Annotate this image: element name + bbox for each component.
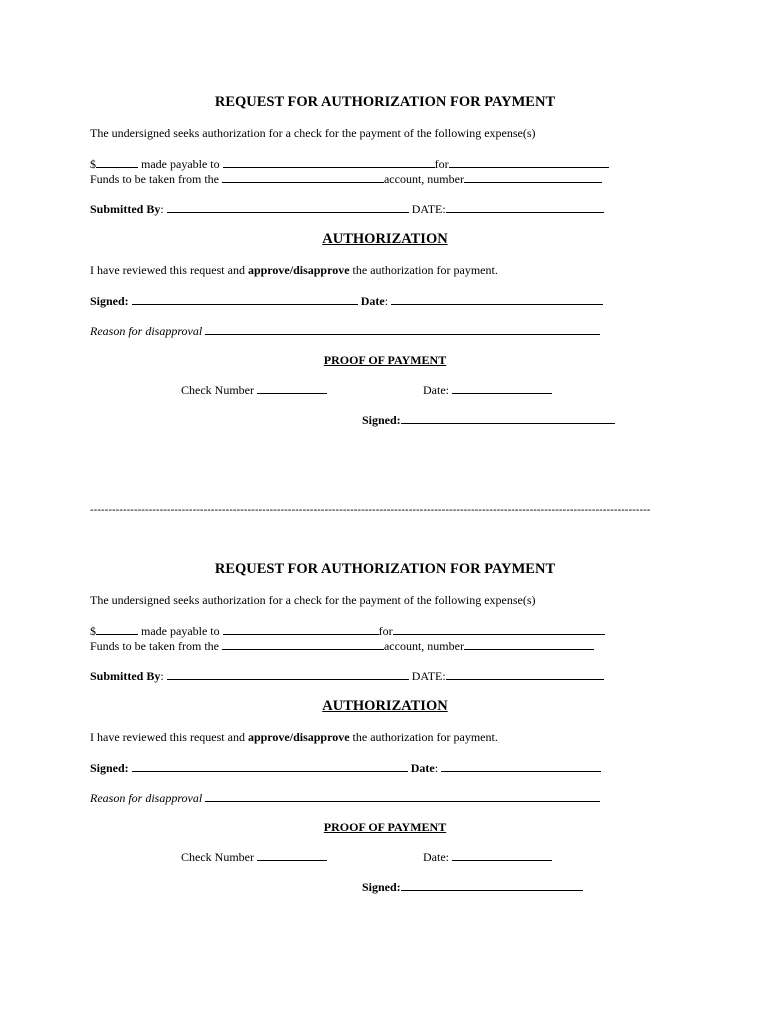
authorization-heading: AUTHORIZATION [322,231,448,247]
proof-signed-label: Signed: [362,880,401,894]
check-number-field[interactable] [257,382,327,394]
submitted-by-field[interactable] [167,201,409,213]
reason-line [90,790,600,805]
signature-field[interactable] [132,293,358,305]
cut-line-separator: --------------------------------------------------------------------------------------------------------------------------------------------------------- [90,504,651,516]
proof-date-line [423,382,552,397]
submitted-by-line [90,201,604,216]
proof-signed-line [362,879,583,894]
signed-label: Signed: [90,761,129,775]
amount-field[interactable] [96,156,138,168]
date-label: DATE: [411,669,446,683]
colon: : [160,669,164,683]
reason-field[interactable] [205,323,600,335]
proof-of-payment-heading: PROOF OF PAYMENT [323,353,447,367]
reason-field[interactable] [205,790,600,802]
payee-line [90,623,605,638]
signed-line [90,760,601,775]
form-title: REQUEST FOR AUTHORIZATION FOR PAYMENT [214,561,556,577]
account-number-label: account, number [383,172,464,186]
proof-signature-field[interactable] [401,879,583,891]
submitted-by-label: Submitted By [90,202,161,216]
for-label: for [378,624,393,638]
dollar-sign: $ [90,157,96,171]
submitted-by-label: Submitted By [90,669,161,683]
proof-signature-field[interactable] [401,412,615,424]
review-text-end: the authorization for payment. [349,263,498,277]
payee-line [90,156,609,171]
reason-label: Reason for disapproval [90,791,203,805]
date-label: Date [410,761,435,775]
date-label: Date [360,294,385,308]
dollar-sign: $ [90,624,96,638]
check-number-label: Check Number [181,383,254,397]
fund-source-field[interactable] [222,171,384,183]
submitted-by-field[interactable] [167,668,409,680]
check-number-label: Check Number [181,850,254,864]
fund-source-field[interactable] [222,638,384,650]
funds-line [90,171,602,186]
funds-line [90,638,594,653]
made-payable-label: made payable to [141,157,220,171]
review-text-end: the authorization for payment. [349,730,498,744]
funds-label: Funds to be taken from the [90,639,219,653]
signed-label: Signed: [90,294,129,308]
check-number-line [181,849,327,864]
date-label: DATE: [411,202,446,216]
submitted-date-field[interactable] [446,668,604,680]
proof-date-label: Date: [423,850,449,864]
account-number-field[interactable] [464,638,594,650]
account-number-label: account, number [383,639,464,653]
approve-disapprove-text: approve/disapprove [247,263,350,277]
proof-date-line [423,849,552,864]
authorization-heading: AUTHORIZATION [322,698,448,714]
signature-field[interactable] [132,760,408,772]
payment-request-form-2 [0,467,770,927]
for-label: for [434,157,449,171]
payee-field[interactable] [223,623,379,635]
colon: : [434,761,439,775]
account-number-field[interactable] [464,171,602,183]
amount-field[interactable] [96,623,138,635]
colon: : [384,294,389,308]
signature-date-field[interactable] [391,293,603,305]
reason-line [90,323,600,338]
review-text: I have reviewed this request and [90,263,248,277]
purpose-field[interactable] [449,156,609,168]
review-statement [90,730,498,744]
funds-label: Funds to be taken from the [90,172,219,186]
signature-date-field[interactable] [441,760,601,772]
colon: : [160,202,164,216]
check-number-field[interactable] [257,849,327,861]
intro-text: The undersigned seeks authorization for a check for the payment of the following expense(s) [90,126,536,140]
submitted-date-field[interactable] [446,201,604,213]
proof-signed-label: Signed: [362,413,401,427]
made-payable-label: made payable to [141,624,220,638]
signed-line [90,293,603,308]
proof-date-field[interactable] [452,849,552,861]
payment-request-form-1 [0,0,770,460]
submitted-by-line [90,668,604,683]
form-title: REQUEST FOR AUTHORIZATION FOR PAYMENT [214,94,556,110]
review-text: I have reviewed this request and [90,730,248,744]
purpose-field[interactable] [393,623,605,635]
payee-field[interactable] [223,156,435,168]
proof-date-field[interactable] [452,382,552,394]
proof-date-label: Date: [423,383,449,397]
check-number-line [181,382,327,397]
review-statement [90,263,498,277]
proof-signed-line [362,412,615,427]
reason-label: Reason for disapproval [90,324,203,338]
approve-disapprove-text: approve/disapprove [247,730,350,744]
intro-text: The undersigned seeks authorization for a check for the payment of the following expense(s) [90,593,536,607]
proof-of-payment-heading: PROOF OF PAYMENT [323,820,447,834]
